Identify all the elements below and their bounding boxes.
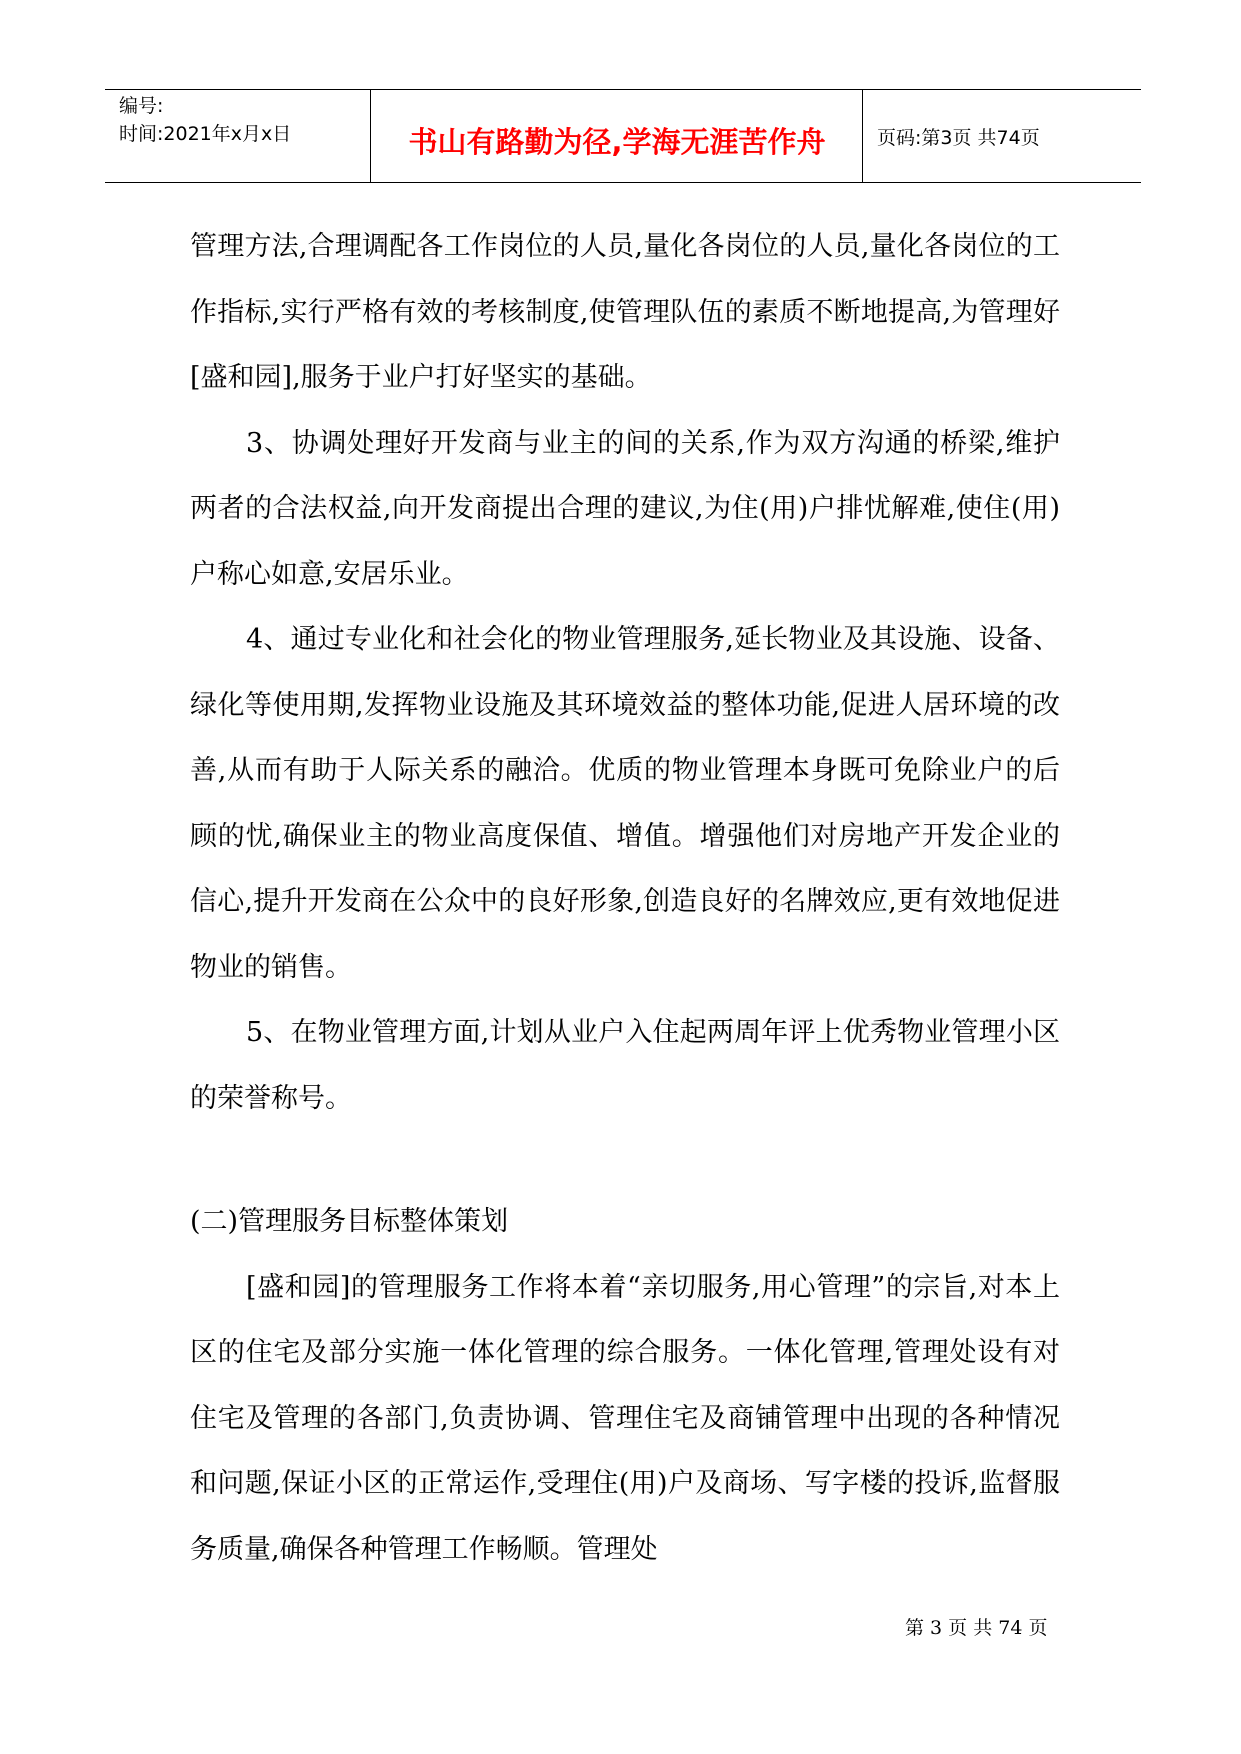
document-body [190,214,1060,1582]
page-footer: 第 3 页 共 74 页 [905,1617,1048,1639]
paragraph: 3、协调处理好开发商与业主的间的关系,作为双方沟通的桥梁,维护两者的合法权益,向开发商提出合理的建议,为住(用)户排忧解难,使住(用)户称心如意,安居乐业。 [190,427,1060,590]
header-page-info: 页码:第3页 共74页 [877,127,1040,149]
paragraph: [盛和园]的管理服务工作将本着“亲切服务,用心管理”的宗旨,对本上区的住宅及部分实施一体化管理的综合服务。一体化管理,管理处设有对住宅及管理的各部门,负责协调、管理住宅及商铺管理中出现的各种情况和问题,保证小区的正常运作,受理住(用)户及商场、写字楼的投诉,监督服务质量,确保各种管理工作畅顺。管理处 [190,1271,1060,1565]
section-heading: (二)管理服务目标整体策划 [190,1206,509,1237]
doc-number-label: 编号: [119,95,164,117]
header-motto: 书山有路勤为径,学海无涯苦作舟 [408,125,826,159]
header-meta [119,92,291,148]
header-divider [862,90,863,182]
doc-time-label: 时间:2021年x月x日 [119,123,292,145]
page-header [105,89,1141,183]
header-divider [370,90,371,182]
paragraph: 5、在物业管理方面,计划从业户入住起两周年评上优秀物业管理小区的荣誉称号。 [190,1017,1060,1114]
paragraph: 4、通过专业化和社会化的物业管理服务,延长物业及其设施、设备、绿化等使用期,发挥物业设施及其环境效益的整体功能,促进人居环境的改善,从而有助于人际关系的融洽。优质的物业管理本身既可免除业户的后顾的忧,确保业主的物业高度保值、增值。增强他们对房地产开发企业的信心,提升开发商在公众中的良好形象,创造良好的名牌效应,更有效地促进物业的销售。 [190,624,1060,983]
paragraph: 管理方法,合理调配各工作岗位的人员,量化各岗位的人员,量化各岗位的工作指标,实行严格有效的考核制度,使管理队伍的素质不断地提高,为管理好[盛和园],服务于业户打好坚实的基础。 [190,231,1060,393]
